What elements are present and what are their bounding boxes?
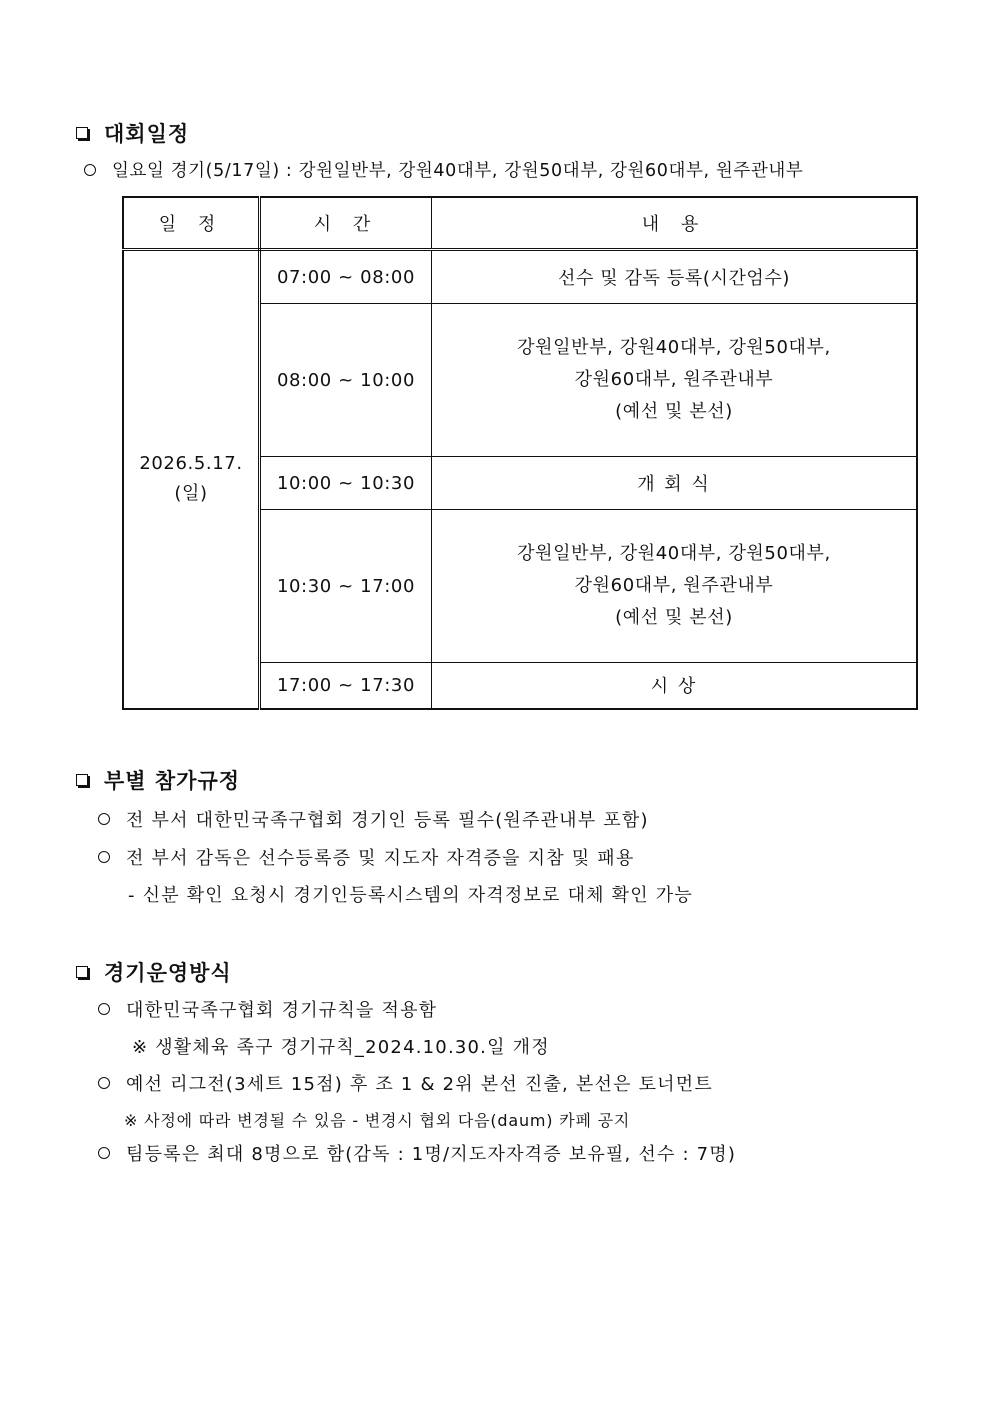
checkbox-square-icon <box>76 966 88 978</box>
header-time: 시 간 <box>260 197 432 250</box>
content-cell: 선수 및 감독 등록(시간엄수) <box>432 250 918 304</box>
time-cell: 10:30 ~ 17:00 <box>260 510 432 663</box>
circle-bullet-icon <box>98 851 110 863</box>
section-heading-rules <box>76 765 240 795</box>
time-cell: 10:00 ~ 10:30 <box>260 457 432 510</box>
section-title: 경기운영방식 <box>104 961 232 985</box>
schedule-bullet: 일요일 경기(5/17일) : 강원일반부, 강원40대부, 강원50대부, 강원60대부, 원주관내부 <box>84 157 803 182</box>
time-cell: 17:00 ~ 17:30 <box>260 663 432 709</box>
rules-sub-item: - 신분 확인 요청시 경기인등록시스템의 자격정보로 대체 확인 가능 <box>128 885 693 906</box>
section-title: 부별 참가규정 <box>104 769 241 793</box>
section-title: 대회일정 <box>104 122 190 146</box>
content-cell: 개 회 식 <box>432 457 918 510</box>
circle-bullet-icon <box>84 164 96 176</box>
date-cell: 2026.5.17. (일) <box>123 250 260 709</box>
section-heading-operation <box>76 957 232 987</box>
table-row <box>123 250 917 304</box>
checkbox-square-icon <box>76 127 88 139</box>
time-cell: 08:00 ~ 10:00 <box>260 304 432 457</box>
operation-bullet: 예선 리그전(3세트 15점) 후 조 1 & 2위 본선 진출, 본선은 토너먼트 <box>98 1070 713 1096</box>
content-cell: 강원일반부, 강원40대부, 강원50대부, 강원60대부, 원주관내부 (예선 및 본선) <box>432 304 918 457</box>
circle-bullet-icon <box>98 1003 110 1015</box>
header-date: 일 정 <box>123 197 260 250</box>
header-content: 내 용 <box>432 197 918 250</box>
rules-bullet: 전 부서 감독은 선수등록증 및 지도자 자격증을 지참 및 패용 <box>98 844 634 870</box>
content-cell: 시 상 <box>432 663 918 709</box>
rules-bullet: 전 부서 대한민국족구협회 경기인 등록 필수(원주관내부 포함) <box>98 806 649 832</box>
section-heading-schedule <box>76 118 189 148</box>
circle-bullet-icon <box>98 1077 110 1089</box>
operation-note: ※ 사정에 따라 변경될 수 있음 - 변경시 협외 다음(daum) 카페 공지 <box>124 1111 631 1130</box>
time-cell: 07:00 ~ 08:00 <box>260 250 432 304</box>
content-cell: 강원일반부, 강원40대부, 강원50대부, 강원60대부, 원주관내부 (예선 및 본선) <box>432 510 918 663</box>
checkbox-square-icon <box>76 774 88 786</box>
operation-bullet: 대한민국족구협회 경기규칙을 적용함 <box>98 996 437 1022</box>
circle-bullet-icon <box>98 1147 110 1159</box>
table-header-row <box>123 197 917 250</box>
schedule-table <box>122 196 918 710</box>
circle-bullet-icon <box>98 813 110 825</box>
operation-bullet: 팀등록은 최대 8명으로 함(감독 : 1명/지도자자격증 보유필, 선수 : 7명) <box>98 1140 736 1166</box>
operation-note: ※ 생활체육 족구 경기규칙_2024.10.30.일 개정 <box>132 1037 550 1058</box>
